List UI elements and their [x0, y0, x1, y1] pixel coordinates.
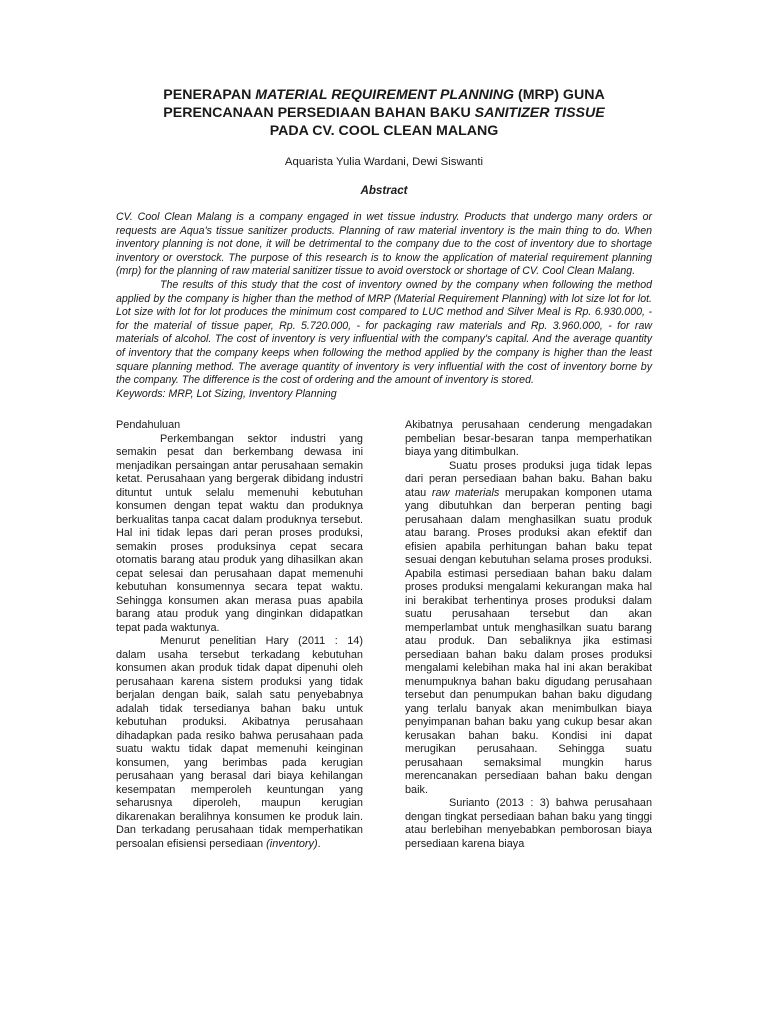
abstract-paragraph-1: CV. Cool Clean Malang is a company engaged in wet tissue industry. Products that undergo many orders or requests are Aqua's tissue sanitizer products. Planning of raw material inventory is the main thing to do. When inventory planning is not done, it will be detrimental to the company due to the cost of inventory due to shortage inventory or overstock. The purpose of this research is to know the application of material requirement planning (mrp) for the planning of raw material sanitizer tissue to avoid overstock or shortage of CV. Cool Clean Malang. — [116, 211, 652, 278]
paper-title — [116, 86, 652, 140]
left-paragraph-1: Perkembangan sektor industri yang semakin pesat dan berkembang dewasa ini menjadikan persaingan antar perusahaan semakin ketat. Perusahaan yang bergerak dibidang industri dituntut untuk selalu memenuhi kebutuhan konsumen dengan tepat waktu dan produknya berkualitas tanpa cacat dalam produknya tersebut. Hal ini tidak lepas dari peran proses produksi, semakin proses produksinya cepat secara otomatis barang atau produk yang dihasilkan akan cepat selesai dan perusahaan dapat memenuhi kebutuhan konsumennya secara tepat waktu. Sehingga konsumen akan merasa puas apabila barang atau produk yang dinginkan didapatkan tepat pada waktunya. — [116, 432, 363, 634]
abstract-paragraph-2: The results of this study that the cost of inventory owned by the company when following the method applied by the company is higher than the method of MRP (Material Requirement Planning) with lot size lot for lot. Lot size with lot for lot produces the minimum cost compared to LUC method and Silver Meal is Rp. 6.930.000, - for the material of tissue paper, Rp. 5.720.000, - for packaging raw materials and Rp. 3.960.000, - for raw materials of alcohol. The cost of inventory is very influential with the company's capital. And the average quantity of inventory that the company keeps when following the method applied by the company is higher than the least square planning method. The average quantity of inventory is very influential with the cost of inventory borne by the company. The difference is the cost of ordering and the amount of inventory is stored. — [116, 278, 652, 387]
right-paragraph-0: Akibatnya perusahaan cenderung mengadakan pembelian besar-besaran tanpa memperhatikan biaya yang ditimbulkan. — [405, 419, 652, 459]
left-paragraph-2: Menurut penelitian Hary (2011 : 14) dalam usaha tersebut terkadang kebutuhan konsumen akan produk tidak dapat dipenuhi oleh perusahaan karena sistem produksi yang tidak berjalan dengan baik, salah satu penyebabnya adalah tidak tersedianya bahan baku untuk kebutuhan produksi. Akibatnya perusahaan dihadapkan pada resiko bahwa perusahaan pada suatu waktu tidak dapat memenuhi keinginan konsumen, yang berimbas pada kerugian perusahaan yang berasal dari biaya kehilangan kesempatan memperoleh keuntungan yang seharusnya diperoleh, maupun kerugian dikarenakan beralihnya konsumen ke produk lain. Dan terkadang perusahaan tidak memperhatikan persoalan efisiensi persediaan (inventory). — [116, 635, 363, 850]
keywords: Keywords: MRP, Lot Sizing, Inventory Planning — [116, 387, 337, 400]
right-paragraph-2: Surianto (2013 : 3) bahwa perusahaan dengan tingkat persediaan bahan baku yang tinggi atau berlebihan menyebabkan pemborosan biaya persediaan karena biaya — [405, 797, 652, 850]
body-columns — [116, 419, 652, 851]
section-heading: Pendahuluan — [116, 419, 181, 432]
left-column — [116, 419, 363, 851]
title-line-2: PERENCANAAN PERSEDIAAN BAHAN BAKU SANITIZER TISSUE — [163, 105, 605, 121]
title-line-1: PENERAPAN MATERIAL REQUIREMENT PLANNING (MRP) GUNA — [163, 87, 605, 103]
abstract-heading: Abstract — [360, 184, 408, 197]
title-line-3: PADA CV. COOL CLEAN MALANG — [269, 123, 499, 139]
right-column — [405, 419, 652, 851]
abstract-body — [116, 211, 652, 401]
right-paragraph-1: Suatu proses produksi juga tidak lepas dari peran persediaan bahan baku. Bahan baku atau raw materials merupakan komponen utama yang dibutuhkan dan berperan penting bagi perusahaan dalam menghasilkan suatu produk atau barang. Proses produksi akan efektif dan efisien apabila perhitungan bahan baku tepat sesuai dengan kebutuhan selama proses produksi. Apabila estimasi persediaan bahan baku dalam proses produksi mengalami kekurangan maka hal ini berakibat terhentinya proses produksi dalam suatu perusahaan tersebut dan akan memperlambat untuk menghasilkan suatu barang atau produk. Dan sebaliknya jika estimasi persediaan bahan baku dalam proses produksi mengalami kelebihan maka hal ini akan berakibat menumpuknya bahan baku digudang perusahaan tersebut dan penumpukan bahan baku digudang yang terlalu banyak akan menimbulkan biaya penyimpanan bahan baku yang cukup besar akan kerusakan bahan baku. Kondisi ini dapat merugikan perusahaan. Sehingga suatu perusahaan semaksimal mungkin harus merencanakan persediaan bahan baku dengan baik. — [405, 459, 652, 796]
author-list: Aquarista Yulia Wardani, Dewi Siswanti — [284, 156, 484, 168]
